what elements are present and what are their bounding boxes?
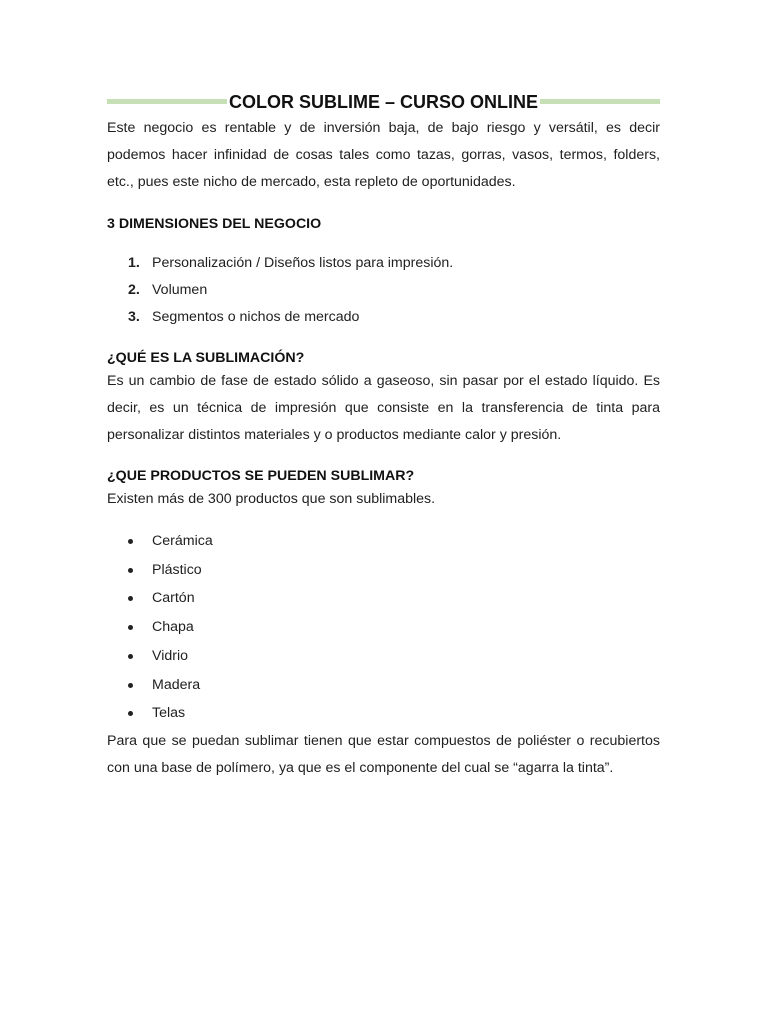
bullet-icon [128,568,133,573]
document-page [107,0,660,782]
list-item-text: Vidrio [152,647,189,664]
intro-paragraph: Este negocio es rentable y de inversión baja, de bajo riesgo y versátil, es decir podemos hacer infinidad de cosas tales como tazas, gorras, vasos, termos, folders, etc., pues este nicho de mercado, esta repleto de oportunidades. [107,120,660,190]
list-item [107,250,660,277]
bullet-icon [128,683,133,688]
products-intro: Existen más de 300 productos que son sublimables. [107,491,436,507]
sublimation-heading: ¿QUÉ ES LA SUBLIMACIÓN? [107,350,305,366]
list-item [107,584,660,613]
products-heading: ¿QUE PRODUCTOS SE PUEDEN SUBLIMAR? [107,468,415,484]
list-item-text: Cerámica [152,533,213,549]
list-number: 2. [128,282,140,298]
document-title-text: COLOR SUBLIME – CURSO ONLINE [228,92,538,112]
list-item [107,613,660,642]
list-item-text: Personalización / Diseños listos para impresión. [152,255,454,271]
list-item-text: Cartón [152,590,195,607]
bullet-icon [128,625,133,630]
dimensions-heading: 3 DIMENSIONES DEL NEGOCIO [107,216,322,232]
list-item [107,671,660,700]
bullet-icon [128,596,133,601]
list-item [107,556,660,585]
list-item [107,699,660,728]
sublimation-paragraph: Es un cambio de fase de estado sólido a gaseoso, sin pasar por el estado líquido. Es decir, es un técnica de impresión que consiste en la transferencia de tinta para personalizar distintos materiales y o productos mediante calor y presión. [107,373,660,443]
closing-paragraph: Para que se puedan sublimar tienen que estar compuestos de poliéster o recubiertos con una base de polímero, ya que es el componente del cual se “agarra la tinta”. [107,732,660,776]
list-item-text: Volumen [152,282,208,298]
list-item [107,527,660,556]
products-list [107,527,660,728]
list-item-text: Plástico [152,561,202,578]
bullet-icon [128,711,133,716]
list-number: 1. [128,255,140,271]
list-item [107,642,660,671]
list-item-text: Telas [152,705,186,722]
bullet-icon [128,654,133,659]
document-title [107,89,660,115]
list-item-text: Chapa [152,619,194,636]
list-number: 3. [128,309,140,325]
list-item [107,277,660,304]
list-item-text: Madera [152,676,201,693]
dimensions-list [107,250,660,331]
list-item-text: Segmentos o nichos de mercado [152,309,360,325]
title-block [107,89,660,115]
list-item [107,304,660,331]
bullet-icon [128,539,133,544]
